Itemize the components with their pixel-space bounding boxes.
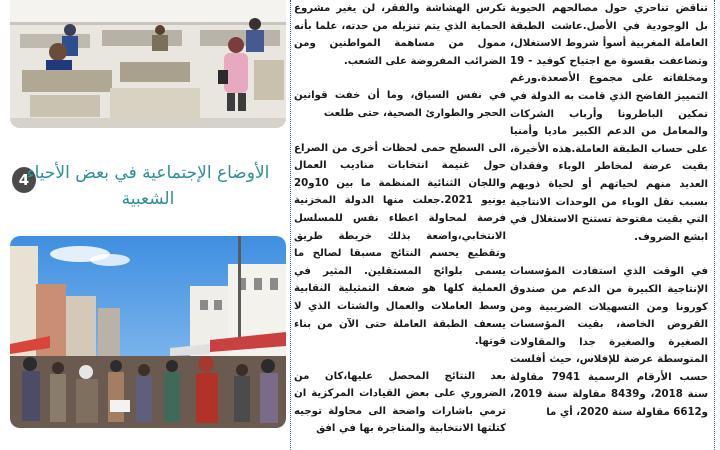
right-paragraph: في الوقت الذي استفادت المؤسسات الإنتاجية الكبيرة من الدعم من صندوق كورونا ومن التسهيلات الضريبية ومن القروض الخاصة، بقيت المؤسسات الصغيرة والصغيرة جدا والمقاولات المتوسطة عرضة للإفلاس، حيث أفلست حسب الأرقام الرسمية 7941 مقاولة سنة 2018، و8439 مقاولة سنة 2019، و6612 مقاولة سنة 2020، أي ما xyxy=(510,266,708,419)
middle-paragraph: في نفس السياق، وما أن خفت قوانين الحجر والطوارئ الصحية، حتى طلعت xyxy=(294,90,506,119)
middle-text-column xyxy=(294,0,506,450)
street-market-photo xyxy=(10,236,286,428)
section-heading: الأوضاع الإجتماعية في بعض الأحياء الشعبية xyxy=(26,163,270,209)
middle-paragraph: تكرس الهشاشة والفقر، لن يغير مشروع الحماية الذي يتم تنزيله من حدته، علما بأنه ممول من مساهمة المواطنين ومن الضرائب المفروضة على الشعب. xyxy=(294,3,506,67)
workshop-photo xyxy=(10,0,286,128)
right-text-column xyxy=(510,0,708,450)
section-number-badge: 4 xyxy=(12,167,36,193)
middle-paragraph: بعد النتائج المحصل عليها،كان من الضروري على بعض القيادات المركزية ان ترمي باشارات واضحة الى محاولة توجيه كتلتها الانتخابية والمتاجرة بها في افق xyxy=(294,370,506,435)
column-divider-right xyxy=(714,0,715,450)
middle-paragraph: الى السطح حمى لحظات أخرى من الصراع حول غنيمة انتخابات مناديب العمال واللجان الثنائية المنظمة ما بين 10و20 يونيو 2021.جعلت منها الدولة المخزنية فرصة لمحاولة اعطاء نفس للمسلسل الانتخابي،واضعة بذلك خريطة طريق وتقطيع يحسم النتائج مسبقا لصالح ما يسمى بلوائح المستقلين. المثير في العملية كلها هو ضعف التمثيلية النقابية وسط العاملات والعمال والشتات الذي لا يسعف الطبقة العاملة حتى الآن من بناء قوتها. xyxy=(294,142,506,348)
column-divider-left xyxy=(290,0,291,450)
right-paragraph: تناقض تناحري حول مصالحهم الحيوية بل الوجودية في الأصل.عاشت الطبقة العاملة المغربية أسوأ شروط الاستغلال، وتضاعفت بقسوة مع اجتياح كوفيد - 19 ومخلفاته على مجموع الأصعدة.ورغم التمييز الفاضح الذي قامت به الدولة في تمكين الباطرونا وأرباب الشركات والمعامل من الدعم الكبير ماديا وأمنيا على حساب الطبقة العاملة.هذه الأخيرة، بقيت عرضة لمخاطر الوباء وفقدان العديد منهم لحياتهم أو لحياة ذويهم بسبب نقل الوباء من الوحدات الانتاجية التي بقيت مفتوحة تستنح الاستغلال في ابشع الضروف. xyxy=(510,3,708,243)
